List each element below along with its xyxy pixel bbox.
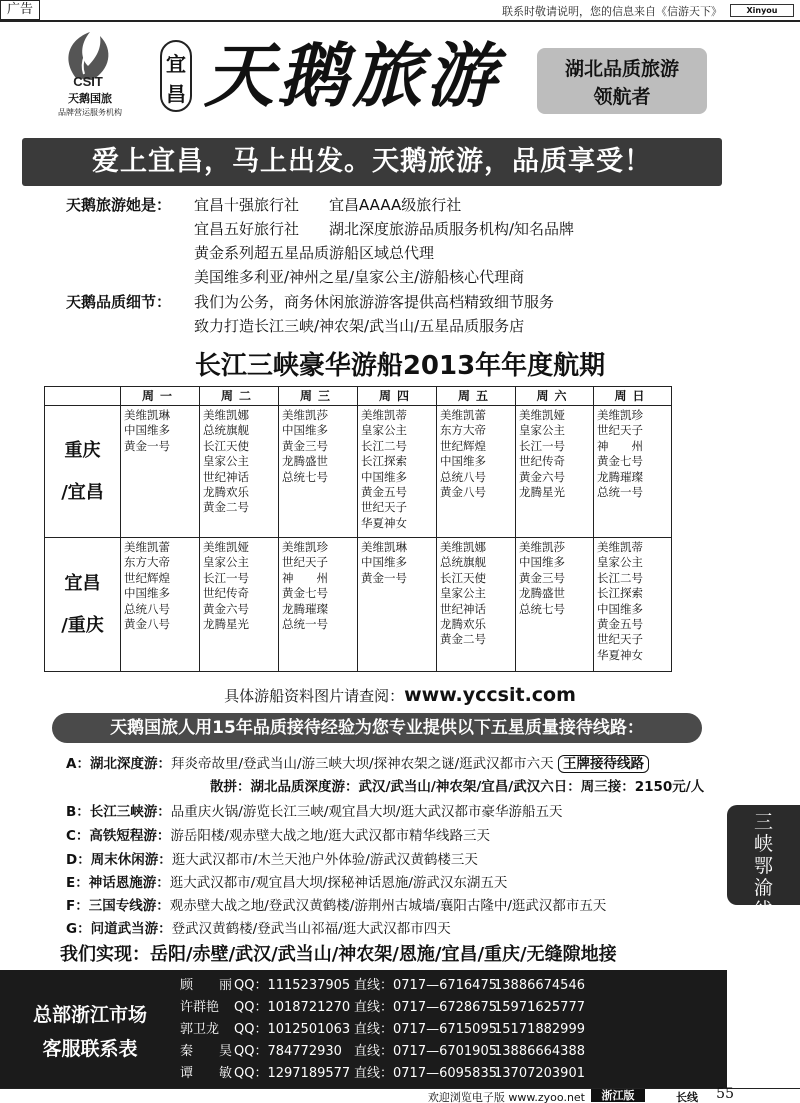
page-number: 55 <box>716 1086 734 1102</box>
ship-cell: 美维凯娅 皇家公主 长江一号 世纪传奇 黄金六号 龙腾星光 <box>516 406 594 538</box>
website-line <box>0 684 800 706</box>
logo-emblem-text: CSIT <box>73 74 103 88</box>
contact-mobile: 13707203901 <box>494 1066 585 1081</box>
contact-qq: QQ：1012501063 <box>234 1022 351 1037</box>
weekday-header: 周二 <box>200 387 279 406</box>
intro-key: 天鹅品质细节： <box>66 293 172 311</box>
ship-cell: 美维凯蕾 东方大帝 世纪辉煌 中国维多 总统八号 黄金八号 <box>437 406 516 538</box>
section-side-tab <box>727 805 800 921</box>
tour-line-text: 观赤壁大战之地/登武汉黄鹤楼/游荆州古城墙/襄阳古隆中/逛武汉都市五天 <box>169 898 607 914</box>
tour-line <box>66 917 451 937</box>
publisher-mark: Xinyou <box>730 4 794 17</box>
tour-line <box>66 800 562 820</box>
tour-line-key: F：三国专线游： <box>66 898 170 914</box>
contact-tel: 直线：0717—6701905 <box>354 1044 497 1059</box>
company-logo <box>44 30 136 122</box>
ship-cell: 美维凯娜 总统旗舰 长江天使 皇家公主 世纪神话 龙腾欢乐 黄金二号 <box>200 406 279 538</box>
contact-qq: QQ：1018721270 <box>234 1000 351 1015</box>
ship-cell: 美维凯珍 世纪天子 神 州 黄金七号 龙腾璀璨 总统一号 <box>279 538 358 672</box>
schedule-title: 长江三峡豪华游船2013年年度航期 <box>194 351 606 381</box>
weekday-header: 周三 <box>279 387 358 406</box>
contact-heading: 总部浙江市场 <box>32 1004 147 1026</box>
headline-text: 爱上宜昌，马上出发。天鹅旅游，品质享受！ <box>92 146 652 177</box>
side-strip <box>727 970 738 1088</box>
side-tab-char: 渝 <box>753 877 773 899</box>
side-tab-char: 三 <box>753 811 773 833</box>
contact-tel: 直线：0717—6715095 <box>354 1022 497 1037</box>
tour-line-text: 登武汉黄鹤楼/登武当山祁福/逛大武汉都市四天 <box>171 921 451 937</box>
slogan-line: 湖北品质旅游 <box>564 58 679 80</box>
website-label: 具体游船资料图片请查阅： <box>224 687 405 705</box>
contact-row <box>180 1041 585 1063</box>
contact-mobile: 13886674546 <box>494 978 585 993</box>
schedule-table <box>44 386 672 672</box>
logo-subtitle: 品牌营运服务机构 <box>58 108 122 117</box>
tour-line-text: 拜炎帝故里/登武当山/游三峡大坝/探神农架之谜/逛武汉都市六天 <box>170 756 554 772</box>
contact-row <box>180 975 585 997</box>
tour-line-text: 逛大武汉都市/观宜昌大坝/探秘神话恩施/游武汉东湖五天 <box>169 875 508 891</box>
ship-cell: 美维凯莎 中国维多 黄金三号 龙腾盛世 总统七号 <box>516 538 594 672</box>
route-cell <box>45 406 121 538</box>
tour-line <box>66 871 507 891</box>
intro-line: 黄金系列超五星品质游船区域总代理 <box>194 244 435 262</box>
intro-line: 我们为公务，商务休闲旅游游客提供高档精致细节服务 <box>194 293 555 311</box>
route-origin: 宜昌 <box>64 572 101 594</box>
coverage-statement: 我们实现：岳阳/赤壁/武汉/武当山/神农架/恩施/宜昌/重庆/无缝隙地接 <box>60 944 617 965</box>
tour-line-text: 逛大武汉都市/木兰天池户外体验/游武汉黄鹤楼三天 <box>171 852 478 868</box>
slogan-box <box>537 48 707 114</box>
ship-cell: 美维凯莎 中国维多 黄金三号 龙腾盛世 总统七号 <box>279 406 358 538</box>
tour-line <box>210 775 704 795</box>
schedule-row <box>45 406 672 538</box>
route-cell <box>45 538 121 672</box>
schedule-corner <box>45 387 121 406</box>
contact-row <box>180 1019 585 1041</box>
contact-qq: QQ：1297189577 <box>234 1066 351 1081</box>
route-dest: /宜昌 <box>61 481 104 503</box>
tour-line-key: E：神话恩施游： <box>66 875 170 891</box>
contact-row <box>180 997 585 1019</box>
weekday-header: 周一 <box>121 387 200 406</box>
contact-panel <box>0 970 727 1088</box>
tour-line-text: 游岳阳楼/观赤壁大战之地/逛大武汉都市精华线路三天 <box>170 828 491 844</box>
tour-line <box>66 824 490 844</box>
schedule-header-row <box>45 387 672 406</box>
logo-name: 天鹅国旅 <box>68 92 112 105</box>
headline-banner <box>22 138 722 186</box>
section-name: 长线 <box>676 1091 698 1103</box>
footer-message: 欢迎浏览电子版 www.zyoo.net <box>427 1091 585 1103</box>
side-tab-char: 线 <box>753 899 773 921</box>
tour-line-key: C：高铁短程游： <box>66 828 171 844</box>
tour-line-key: A：湖北深度游： <box>66 756 171 772</box>
tour-line-key: D：周末休闲游： <box>66 852 172 868</box>
ad-label: 广告 <box>0 0 40 20</box>
city-char: 昌 <box>166 82 186 106</box>
tour-line-key: G：问道武当游： <box>66 921 172 937</box>
ship-cell: 美维凯娜 总统旗舰 长江天使 皇家公主 世纪神话 龙腾欢乐 黄金二号 <box>437 538 516 672</box>
ship-cell: 美维凯琳 中国维多 黄金一号 <box>358 538 437 672</box>
ship-cell: 美维凯琳 中国维多 黄金一号 <box>121 406 200 538</box>
swan-logo-icon <box>56 30 120 88</box>
contact-row <box>180 1063 585 1085</box>
ship-cell: 美维凯珍 世纪天子 神 州 黄金七号 龙腾璀璨 总统一号 <box>594 406 672 538</box>
weekday-header: 周六 <box>516 387 594 406</box>
tour-line-text: 散拼：湖北品质深度游：武汉/武当山/神农架/宜昌/武汉六日：周三接：2150元/人 <box>210 779 705 795</box>
contact-name: 郭卫龙 <box>180 1022 220 1037</box>
contact-tel: 直线：0717—6716475 <box>354 978 497 993</box>
edition-tag: 浙江版 <box>591 1089 645 1102</box>
contact-mobile: 13886664388 <box>494 1044 585 1059</box>
weekday-header: 周五 <box>437 387 516 406</box>
contact-name: 顾 丽 <box>180 978 233 993</box>
intro-key: 天鹅旅游她是： <box>66 196 172 214</box>
tour-line <box>66 752 649 772</box>
tour-line-text: 品重庆火锅/游览长江三峡/观宜昌大坝/逛大武汉都市豪华游船五天 <box>170 804 563 820</box>
side-tab-char: 峡 <box>753 833 773 855</box>
side-tab-text <box>727 811 800 921</box>
tour-line <box>66 894 606 914</box>
contact-name: 许群艳 <box>180 1000 220 1015</box>
weekday-header: 周日 <box>594 387 672 406</box>
ship-cell: 美维凯蕾 东方大帝 世纪辉煌 中国维多 总统八号 黄金八号 <box>121 538 200 672</box>
contact-mobile: 15171882999 <box>494 1022 585 1037</box>
contact-qq: QQ：1115237905 <box>234 978 351 993</box>
tour-line <box>66 848 478 868</box>
weekday-header: 周四 <box>358 387 437 406</box>
route-dest: /重庆 <box>61 614 104 636</box>
city-badge <box>160 40 192 112</box>
ship-cell: 美维凯蒂 皇家公主 长江二号 长江探索 中国维多 黄金五号 世纪天子 华夏神女 <box>358 406 437 538</box>
intro-line: 宜昌五好旅行社 湖北深度旅游品质服务机构/知名品牌 <box>194 220 575 238</box>
contact-qq: QQ：784772930 <box>234 1044 342 1059</box>
route-origin: 重庆 <box>64 439 101 461</box>
top-note: 联系时敬请说明，您的信息来自《信游天下》 <box>502 5 722 18</box>
ship-cell: 美维凯娅 皇家公主 长江一号 世纪传奇 黄金六号 龙腾星光 <box>200 538 279 672</box>
experience-banner <box>52 713 702 743</box>
slogan-line: 领航者 <box>593 86 651 108</box>
ship-cell: 美维凯蒂 皇家公主 长江二号 长江探索 中国维多 黄金五号 世纪天子 华夏神女 <box>594 538 672 672</box>
contact-heading: 客服联系表 <box>42 1038 138 1060</box>
schedule-row <box>45 538 672 672</box>
contact-name: 秦 昊 <box>180 1044 233 1059</box>
city-char: 宜 <box>166 52 186 76</box>
intro-line: 美国维多利亚/神州之星/皇家公主/游船核心代理商 <box>194 268 525 286</box>
tour-line-tag: 王牌接待线路 <box>558 755 649 773</box>
brand-title: 天鹅旅游 <box>204 34 500 117</box>
contact-tel: 直线：0717—6095835 <box>354 1066 497 1081</box>
contact-name: 谭 敏 <box>180 1066 233 1081</box>
experience-text: 天鹅国旅人用15年品质接待经验为您专业提供以下五星质量接待线路： <box>110 718 644 738</box>
intro-line: 致力打造长江三峡/神农架/武当山/五星品质服务店 <box>194 317 525 335</box>
intro-line: 宜昌十强旅行社 宜昌AAAA级旅行社 <box>194 196 462 214</box>
tour-line-key: B：长江三峡游： <box>66 804 171 820</box>
side-tab-char: 鄂 <box>753 855 773 877</box>
website-link[interactable]: www.yccsit.com <box>404 684 576 706</box>
contact-tel: 直线：0717—6728675 <box>354 1000 497 1015</box>
contact-mobile: 15971625777 <box>494 1000 585 1015</box>
